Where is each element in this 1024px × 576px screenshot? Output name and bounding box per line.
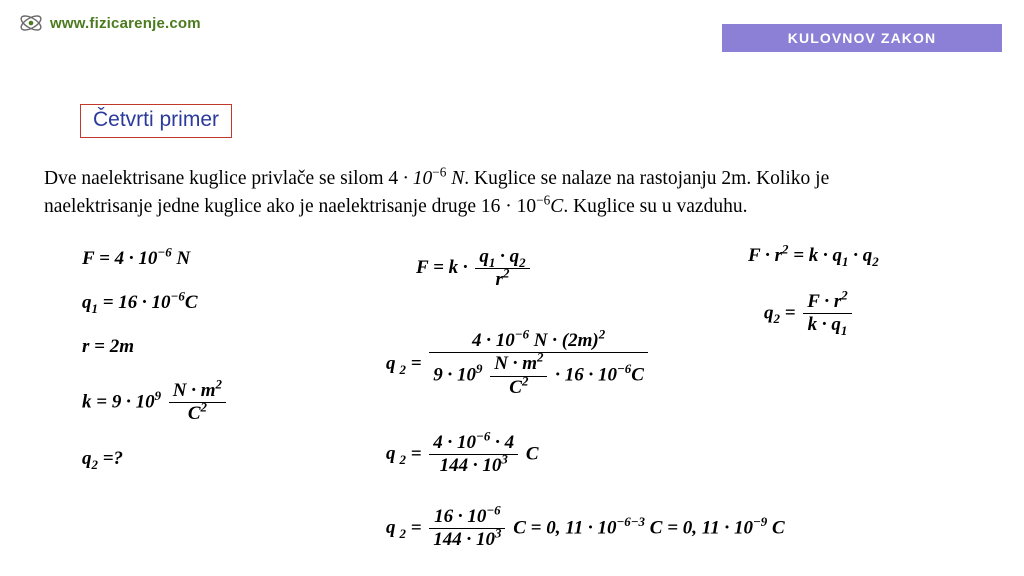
coulomb-num-q1-sub: 1: [488, 254, 496, 270]
coulomb-num-q2-sub: 2: [519, 254, 526, 270]
calc-step4-subscript: 2: [399, 526, 406, 542]
given-k-unit-numerator-exponent: 2: [215, 376, 222, 392]
derivation-rhs-sub1: 1: [842, 253, 849, 269]
calc-big-num-c: · (2m: [552, 330, 593, 351]
calc-step4-result-a-exp: −6−3: [616, 513, 646, 529]
given-q1-subscript: 1: [91, 300, 98, 316]
calc-big-den-a: 9 · 10: [433, 364, 477, 386]
given-k-unit-fraction: [169, 376, 226, 426]
calc-step4-fraction: [429, 502, 505, 552]
atom-logo-icon: [18, 10, 44, 36]
calc-step4-num-b: · 10: [457, 506, 487, 527]
calc-step4-num-exp: −6: [486, 502, 501, 518]
problem-statement: [44, 165, 944, 222]
calc-step4-numerator: [429, 502, 505, 528]
given-k-unit-numerator-text: N · m: [172, 380, 216, 401]
calc-step3-den-exp: 3: [501, 452, 508, 468]
given-unknown: [82, 448, 229, 470]
given-k-unit-denominator-text: C: [187, 403, 201, 425]
given-r: [82, 336, 229, 358]
given-unknown-subscript: 2: [91, 456, 98, 472]
calc-big-numerator: [429, 326, 648, 352]
calc-step3-num-a: 4: [433, 432, 443, 453]
derivation-lhs: F · r: [748, 245, 782, 266]
calc-big-den-unit-den-text: C: [509, 376, 522, 398]
calc-step4-result-b-exp: −9: [752, 513, 768, 529]
calc-big-num-b: · 10: [486, 330, 515, 351]
calc-big-den-b: · 16 · 10: [555, 364, 617, 386]
coulomb-formula-numerator: [475, 246, 529, 268]
derivation-q2-denominator-text: k · q: [807, 314, 841, 336]
calc-big-den-unit-num-exp: 2: [536, 350, 544, 366]
given-unknown-symbol: q: [82, 447, 92, 469]
given-q1-symbol: q: [82, 292, 92, 313]
calc-step4-result-b: = 0, 11 · 10: [667, 517, 753, 539]
derivation-lhs-exp: 2: [781, 241, 789, 257]
calc-big-num-a: 4: [472, 330, 482, 351]
calc-step3-numerator: [429, 428, 518, 454]
derivation-q2-subscript: 2: [773, 311, 780, 327]
statement-line2-part1: naelektrisanje jedne kuglice ako je naelektrisanje druge 16 · 10: [44, 196, 537, 218]
derivation-q2-symbol: q: [764, 302, 774, 324]
calc-step4-equals: =: [410, 517, 422, 539]
calc-step3-fraction: [429, 428, 518, 478]
given-force-symbol: F: [82, 248, 95, 269]
derivation-q2-isolated: [764, 287, 879, 339]
given-force-unit: N: [176, 248, 191, 269]
calc-big-den-unit-fraction: [490, 350, 547, 399]
calc-big-num-d-exp: 2: [598, 326, 606, 342]
coulomb-num-q1: q: [479, 246, 489, 267]
coulomb-formula-fraction: [475, 246, 529, 292]
derivation-q2-denominator-sub: 1: [840, 323, 848, 339]
given-k: [82, 376, 229, 426]
given-k-exponent: 9: [154, 387, 162, 403]
statement-line2-unit: C: [550, 196, 564, 218]
calc-step3-num-b: · 10: [447, 432, 477, 453]
coulomb-formula-denominator: [475, 268, 529, 291]
calc-big-den-unit-numerator: [490, 350, 547, 375]
topic-banner-label: KULOVNOV ZAKON: [787, 30, 937, 46]
calc-step4-result-a: = 0, 11 · 10: [530, 517, 617, 539]
given-r-symbol: r: [82, 336, 90, 357]
calculation-step-result: [386, 502, 785, 552]
example-title-box: [80, 104, 232, 138]
calc-step3-denominator: [429, 454, 518, 477]
given-values-column: [82, 244, 229, 492]
statement-line2-part2: . Kuglice su u vazduhu.: [563, 196, 748, 218]
calc-big-fraction: [429, 326, 648, 399]
calc-big-denominator: [429, 352, 648, 399]
derivation-rhs: = k · q: [793, 245, 843, 266]
calc-step3-unit: C: [525, 443, 539, 465]
site-brand: [18, 10, 201, 36]
calc-big-equals: =: [410, 352, 422, 374]
given-q1-value: = 16 · 10: [102, 292, 171, 313]
statement-line2-exponent: −6: [536, 192, 551, 208]
calc-big-num-d: ): [592, 330, 599, 351]
calc-step3-num-c: · 4: [495, 432, 515, 453]
coulomb-num-q2: · q: [500, 246, 520, 267]
statement-line1-part2: · 10: [403, 168, 433, 189]
given-r-value: = 2m: [94, 336, 135, 357]
given-k-unit-numerator: [169, 376, 226, 402]
coulomb-den-r-exp: 2: [502, 266, 510, 282]
calc-step3-equals: =: [410, 443, 422, 465]
given-q1: [82, 288, 229, 316]
derivation-rhs-sub2: 2: [872, 253, 879, 269]
statement-line1-exponent: −6: [432, 164, 447, 180]
calc-big-den-b-exp: −6: [616, 361, 632, 377]
coulomb-formula-lhs: F = k ·: [416, 257, 468, 279]
derivation-q2-denominator: [803, 313, 851, 339]
calc-big-den-unit-num-text: N · m: [494, 353, 537, 375]
calc-big-num-unit: N: [533, 330, 548, 351]
calc-step4-result-b-unit: C: [772, 517, 785, 539]
calc-big-num-exp: −6: [514, 326, 530, 342]
calc-big-den-a-exp: 9: [476, 361, 483, 377]
calc-big-den-unit-denominator: [490, 373, 547, 399]
calc-step4-unit: C: [513, 517, 526, 539]
derivation-q2-numerator-text: F · r: [807, 291, 842, 312]
calc-step4-symbol: q: [386, 517, 396, 539]
given-force: [82, 244, 229, 270]
example-title-label: Četvrti primer: [93, 108, 220, 131]
derivation-q2-equals: =: [784, 302, 796, 324]
given-unknown-value: =?: [102, 447, 124, 469]
calculation-step-substitution: [386, 326, 651, 399]
site-brand-text: www.fizicarenje.com: [50, 14, 201, 32]
derivation-q2-fraction: [803, 287, 851, 339]
calc-big-subscript: 2: [399, 361, 406, 377]
calc-step4-denominator: [429, 528, 505, 551]
calc-big-den-unit-den-exp: 2: [521, 373, 529, 389]
calc-step4-den-text: 144 · 10: [433, 529, 496, 551]
statement-line1-part3: . Kuglice se nalaze na rastojanju 2m. Koliko je: [464, 168, 830, 189]
calc-step4-den-exp: 3: [495, 526, 502, 542]
calc-step3-symbol: q: [386, 443, 396, 465]
derivation-q2-numerator: [803, 287, 851, 313]
calc-step3-subscript: 2: [399, 452, 406, 468]
coulomb-den-r: r: [495, 269, 503, 291]
derivation-q2-numerator-exp: 2: [841, 287, 848, 303]
calc-big-den-unit: C: [631, 364, 644, 386]
given-k-unit-denominator: [169, 402, 226, 425]
statement-line1-unit: N: [451, 168, 465, 189]
topic-banner: [722, 24, 1002, 52]
given-k-value: = 9 · 10: [96, 391, 155, 413]
calc-step3-den-text: 144 · 10: [439, 455, 502, 477]
calc-step4-num-a: 16: [434, 506, 454, 527]
given-k-symbol: k: [82, 391, 92, 413]
calculation-step-simplified: [386, 428, 539, 478]
statement-line1-part1: Dve naelektrisane kuglice privlače se silom 4: [44, 168, 399, 189]
given-force-value: = 4 · 10: [99, 248, 158, 269]
given-q1-exponent: −6: [170, 288, 185, 304]
calc-step3-num-exp: −6: [476, 428, 491, 444]
given-k-unit-denominator-exponent: 2: [200, 400, 207, 416]
calc-big-symbol: q: [386, 352, 396, 374]
calc-step4-result-a-unit: C: [649, 517, 663, 539]
given-force-exponent: −6: [157, 244, 172, 260]
derivation-cross-multiplied: [748, 241, 879, 269]
derivation-column: [748, 241, 879, 339]
given-q1-unit: C: [184, 292, 198, 313]
coulomb-formula: [386, 246, 533, 292]
derivation-rhs-tail: · q: [853, 245, 873, 266]
